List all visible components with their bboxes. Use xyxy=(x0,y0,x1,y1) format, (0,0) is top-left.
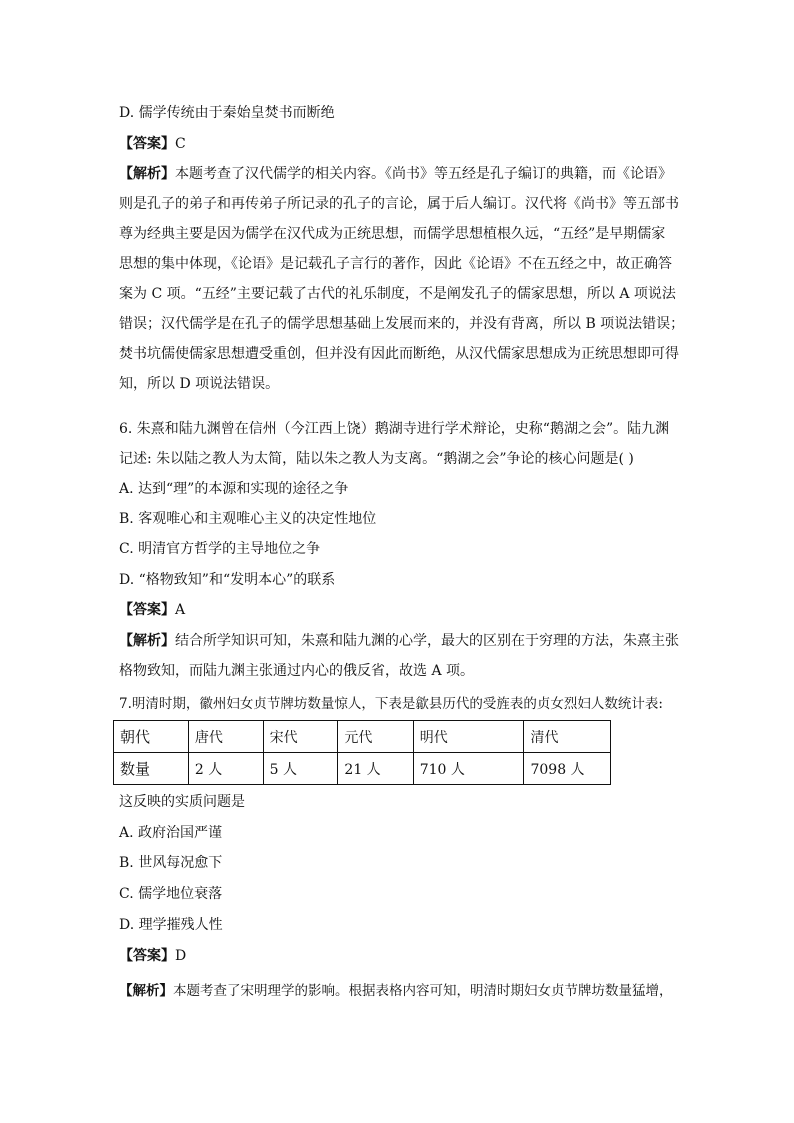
q5-analysis-line-7: 焚书坑儒使儒家思想遭受重创，但并没有因此而断绝，从汉代儒家思想成为正统思想即可得 xyxy=(119,346,679,362)
answer-value: C xyxy=(175,136,186,152)
q5-analysis-line-8: 知，所以 D 项说法错误。 xyxy=(119,376,280,392)
q7-option-a: A. 政府治国严谨 xyxy=(119,825,223,841)
table-cell: 7098 人 xyxy=(524,753,611,785)
q5-analysis-line-1: 【解析】本题考查了汉代儒学的相关内容。《尚书》等五经是孔子编订的典籍，而《论语》 xyxy=(119,166,672,182)
q7-analysis-line-1: 【解析】本题考查了宋明理学的影响。根据表格内容可知，明清时期妇女贞节牌坊数量猛增， xyxy=(119,983,673,999)
analysis-tag: 【解析】 xyxy=(119,633,175,649)
answer-tag: 【答案】 xyxy=(119,948,175,964)
answer-tag: 【答案】 xyxy=(119,602,175,618)
q6-stem-line-2: 记述: 朱以陆之教人为太简，陆以朱之教人为支离。“鹅湖之会”争论的核心问题是( ) xyxy=(119,451,634,467)
q5-answer xyxy=(119,134,679,154)
table-cell: 宋代 xyxy=(263,721,338,753)
q6-answer xyxy=(119,600,679,620)
statistics-table xyxy=(113,720,611,785)
table-cell: 5 人 xyxy=(263,753,338,785)
q5-analysis-line-5: 案为 C 项。“五经”主要记载了古代的礼乐制度，不是阐发孔子的儒家思想，所以 A 项说法 xyxy=(119,286,676,302)
q5-option-d: D. 儒学传统由于秦始皇焚书而断绝 xyxy=(119,105,335,121)
q5-analysis-line-3: 尊为经典主要是因为儒学在汉代成为正统思想，而儒学思想植根久远，“五经”是早期儒家 xyxy=(119,226,666,242)
table-row xyxy=(114,753,611,785)
table-cell: 数量 xyxy=(114,753,189,785)
table-cell: 2 人 xyxy=(188,753,263,785)
table-cell: 元代 xyxy=(338,721,413,753)
answer-tag: 【答案】 xyxy=(119,136,175,152)
q7-stem: 7.明清时期，徽州妇女贞节牌坊数量惊人，下表是歙县历代的受旌表的贞女烈妇人数统计表: xyxy=(119,696,663,712)
table-cell: 明代 xyxy=(413,721,524,753)
q7-question: 这反映的实质问题是 xyxy=(119,794,245,810)
analysis-tag: 【解析】 xyxy=(119,166,175,182)
q6-option-b: B. 客观唯心和主观唯心主义的决定性地位 xyxy=(119,511,377,527)
analysis-tag: 【解析】 xyxy=(119,983,173,999)
answer-value: D xyxy=(175,948,187,964)
table-cell: 710 人 xyxy=(413,753,524,785)
table-header-row xyxy=(114,721,611,753)
q5-analysis-line-2: 则是孔子的弟子和再传弟子所记录的孔子的言论，属于后人编订。汉代将《尚书》等五部书 xyxy=(119,196,679,212)
table-cell: 朝代 xyxy=(114,721,189,753)
table-cell: 21 人 xyxy=(338,753,413,785)
q7-option-b: B. 世风每况愈下 xyxy=(119,855,223,871)
answer-value: A xyxy=(175,602,186,618)
q6-stem-line-1: 6. 朱熹和陆九渊曾在信州（今江西上饶）鹅湖寺进行学术辩论，史称“鹅湖之会”。陆九渊 xyxy=(119,421,670,437)
q5-analysis-line-6: 错误；汉代儒学是在孔子的儒学思想基础上发展而来的，并没有背离，所以 B 项说法错误； xyxy=(119,316,685,332)
table-cell: 唐代 xyxy=(188,721,263,753)
q6-option-c: C. 明清官方哲学的主导地位之争 xyxy=(119,541,321,557)
q7-option-c: C. 儒学地位衰落 xyxy=(119,886,223,902)
q6-analysis-line-1: 【解析】结合所学知识可知，朱熹和陆九渊的心学，最大的区别在于穷理的方法，朱熹主张 xyxy=(119,633,679,649)
q6-option-a: A. 达到“理”的本源和实现的途径之争 xyxy=(119,481,349,497)
q6-analysis-line-2: 格物致知，而陆九渊主张通过内心的俄反省，故选 A 项。 xyxy=(119,663,475,679)
q7-answer xyxy=(119,946,679,966)
q5-analysis-line-4: 思想的集中体现，《论语》是记载孔子言行的著作，因此《论语》不在五经之中，故正确答 xyxy=(119,256,672,272)
table-cell: 清代 xyxy=(524,721,611,753)
q6-option-d: D. “格物致知”和“发明本心”的联系 xyxy=(119,572,336,588)
q7-option-d: D. 理学摧残人性 xyxy=(119,917,223,933)
